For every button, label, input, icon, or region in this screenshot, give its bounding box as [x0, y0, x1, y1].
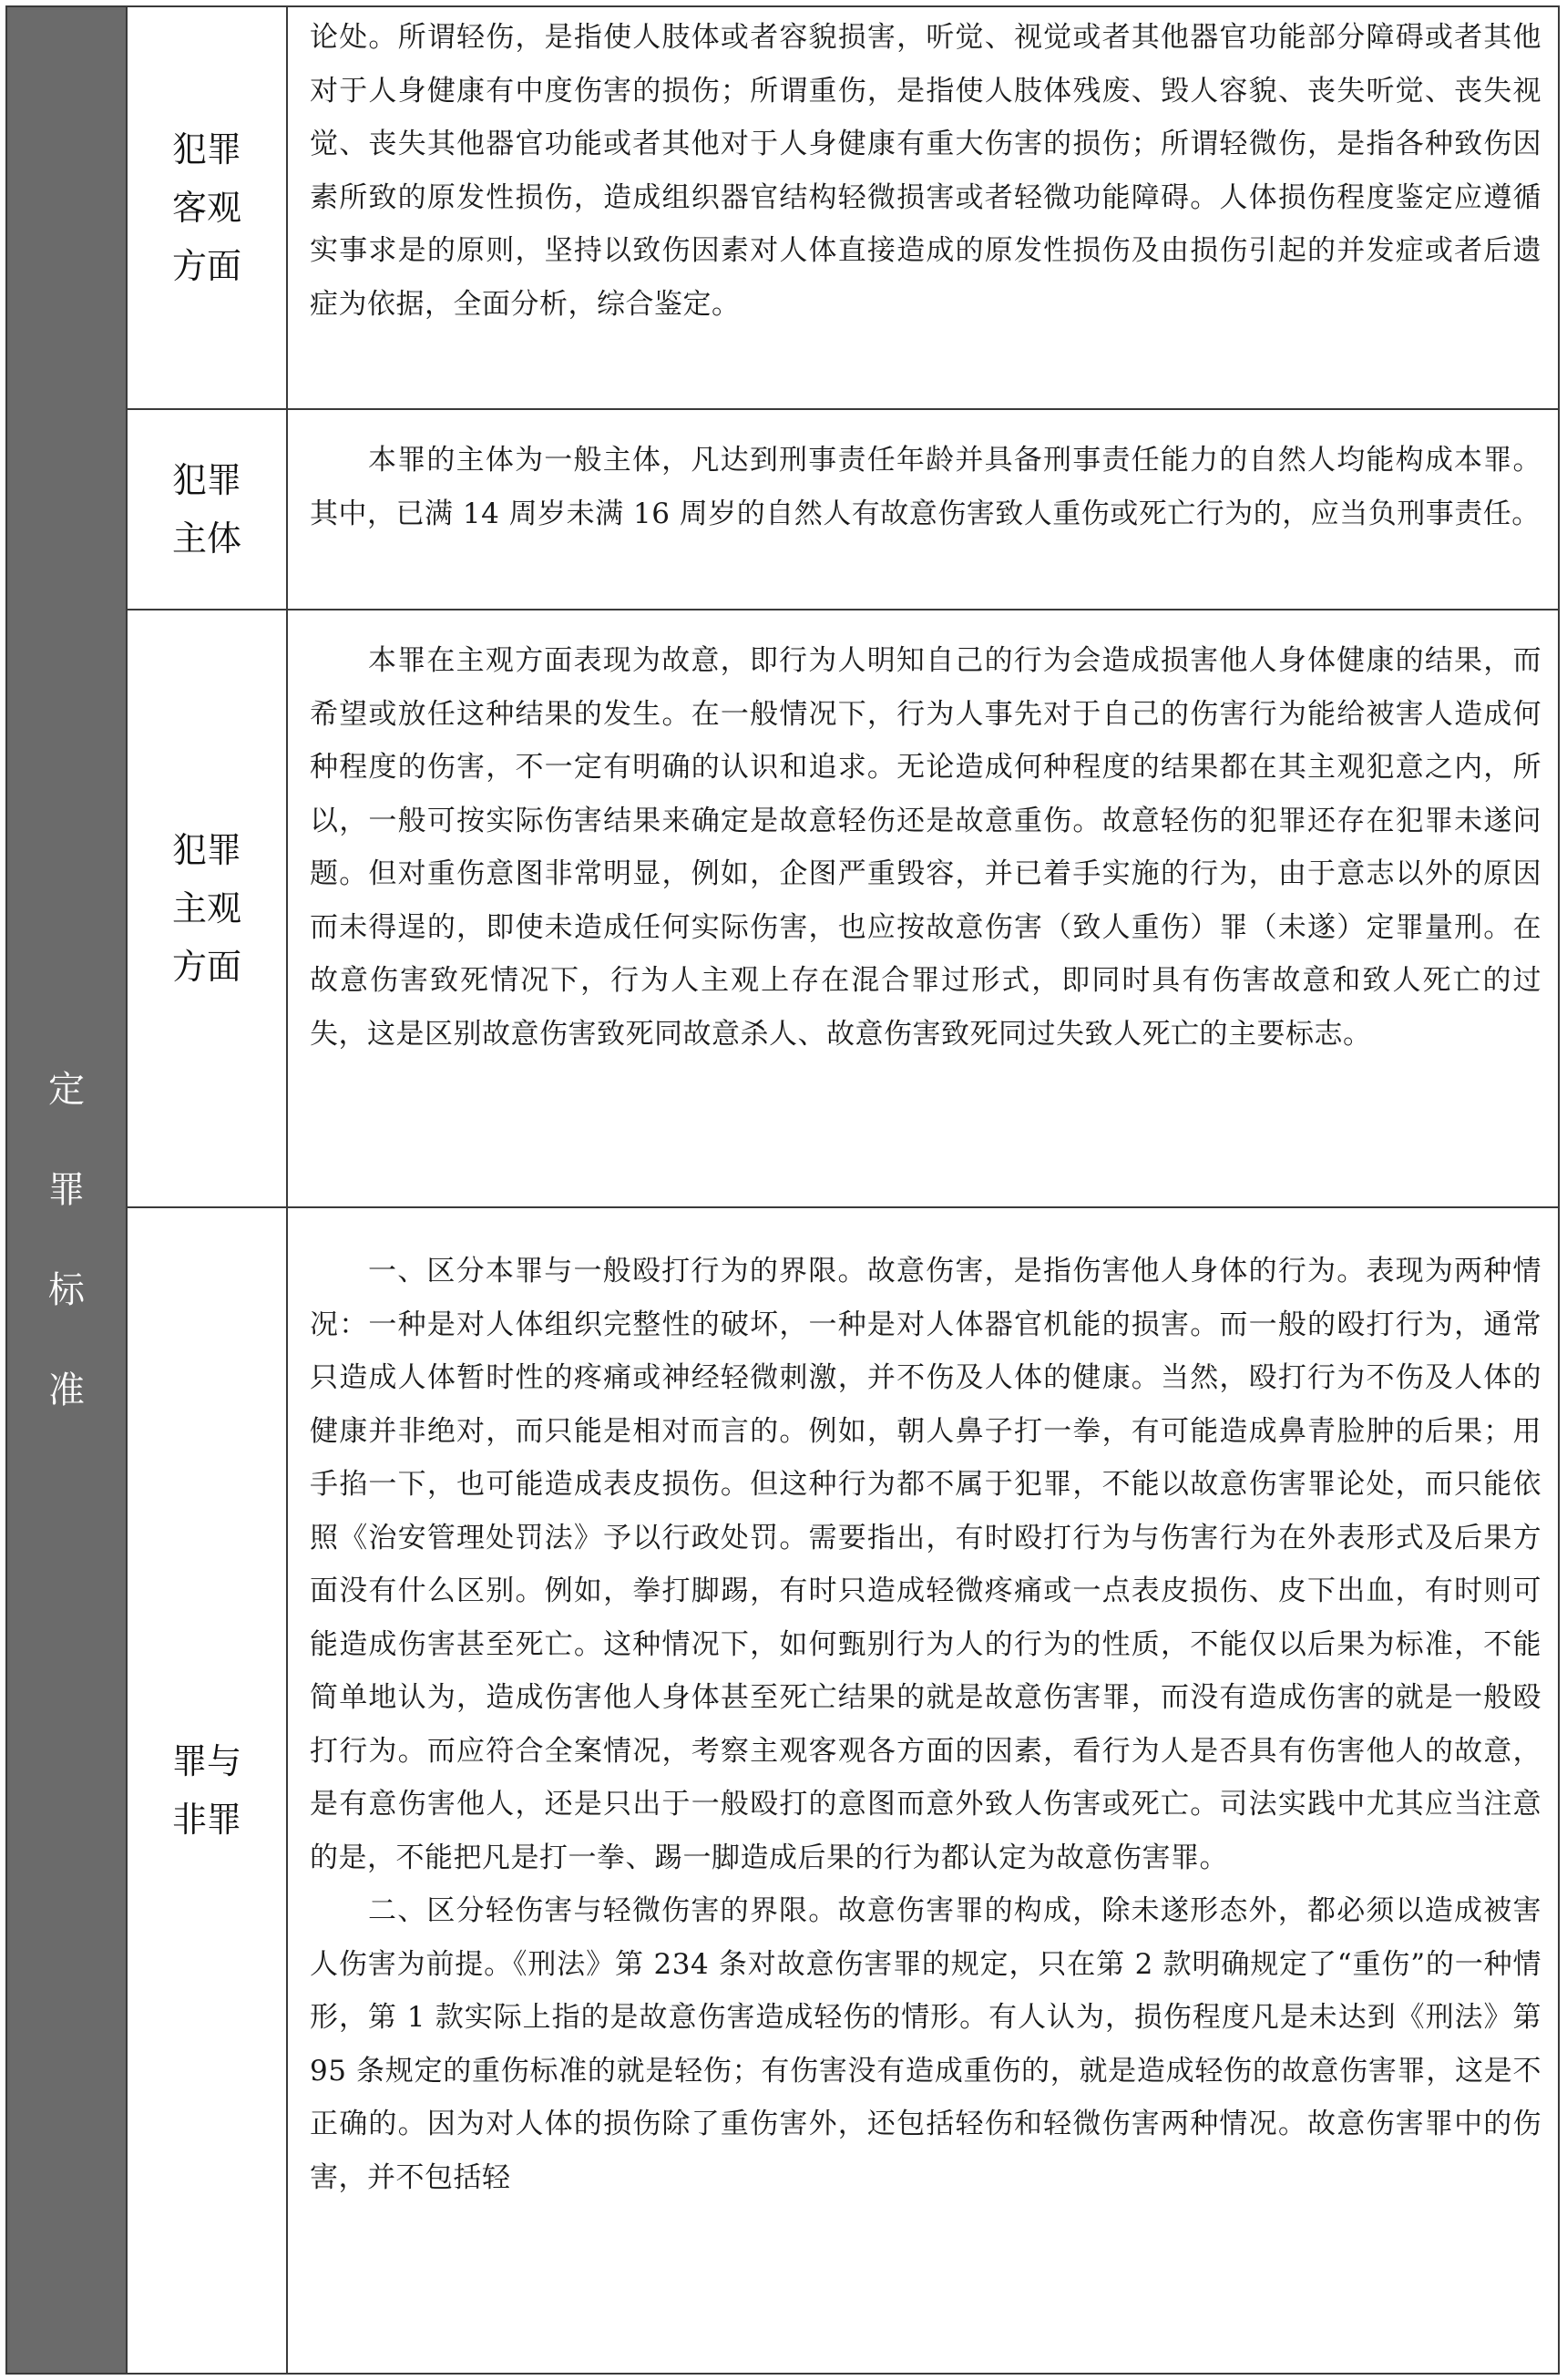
row-objective-aspect	[128, 7, 1558, 410]
row-content	[288, 1208, 1558, 2373]
side-category-label: 定罪标准	[48, 1069, 85, 1411]
row-content	[288, 7, 1558, 408]
row-heading: 犯罪主观方面	[171, 830, 241, 987]
row-heading: 罪与非罪	[171, 1741, 241, 1840]
row-crime-or-not	[128, 1208, 1558, 2373]
row-content	[288, 410, 1558, 609]
row-subject	[128, 410, 1558, 610]
row-heading: 犯罪主体	[171, 460, 241, 559]
criteria-rows	[128, 7, 1558, 2373]
row-content	[288, 610, 1558, 1206]
paragraph: 本罪在主观方面表现为故意，即行为人明知自己的行为会造成损害他人身体健康的结果，而希望或放任这种结果的发生。在一般情况下，行为人事先对于自己的伤害行为能给被害人造成何种程度的伤害，不一定有明确的认识和追求。无论造成何种程度的结果都在其主观犯意之内，所以，一般可按实际伤害结果来确定是故意轻伤还是故意重伤。故意轻伤的犯罪还存在犯罪未遂问题。但对重伤意图非常明显，例如，企图严重毁容，并已着手实施的行为，由于意志以外的原因而未得逞的，即使未造成任何实际伤害，也应按故意伤害（致人重伤）罪（未遂）定罪量刑。在故意伤害致死情况下，行为人主观上存在混合罪过形式，即同时具有伤害故意和致人死亡的过失，这是区别故意伤害致死同故意杀人、故意伤害致死同过失致人死亡的主要标志。	[310, 644, 1541, 1051]
row-heading-cell	[128, 610, 288, 1206]
paragraph: 本罪的主体为一般主体，凡达到刑事责任年龄并具备刑事责任能力的自然人均能构成本罪。其中，已满 14 周岁未满 16 周岁的自然人有故意伤害致人重伤或死亡行为的，应当负刑事责任。	[310, 444, 1541, 530]
row-subjective-aspect	[128, 610, 1558, 1208]
row-heading-cell	[128, 7, 288, 408]
row-heading: 犯罪客观方面	[171, 129, 241, 286]
paragraph: 一、区分本罪与一般殴打行为的界限。故意伤害，是指伤害他人身体的行为。表现为两种情况：一种是对人体组织完整性的破坏，一种是对人体器官机能的损害。而一般的殴打行为，通常只造成人体暂时性的疼痛或神经轻微刺激，并不伤及人体的健康。当然，殴打行为不伤及人体的健康并非绝对，而只能是相对而言的。例如，朝人鼻子打一拳，有可能造成鼻青脸肿的后果；用手掐一下，也可能造成表皮损伤。但这种行为都不属于犯罪，不能以故意伤害罪论处，而只能依照《治安管理处罚法》予以行政处罚。需要指出，有时殴打行为与伤害行为在外表形式及后果方面没有什么区别。例如，拳打脚踢，有时只造成轻微疼痛或一点表皮损伤、皮下出血，有时则可能造成伤害甚至死亡。这种情况下，如何甄别行为人的行为的性质，不能仅以后果为标准，不能简单地认为，造成伤害他人身体甚至死亡结果的就是故意伤害罪，而没有造成伤害的就是一般殴打行为。而应符合全案情况，考察主观客观各方面的因素，看行为人是否具有伤害他人的故意，是有意伤害他人，还是只出于一般殴打的意图而意外致人伤害或死亡。司法实践中尤其应当注意的是，不能把凡是打一拳、踢一脚造成后果的行为都认定为故意伤害罪。	[310, 1255, 1541, 1874]
row-heading-cell	[128, 410, 288, 609]
side-category-band	[7, 7, 128, 2373]
criteria-table	[5, 5, 1560, 2375]
paragraph: 论处。所谓轻伤，是指使人肢体或者容貌损害，听觉、视觉或者其他器官功能部分障碍或者其他对于人身健康有中度伤害的损伤；所谓重伤，是指使人肢体残废、毁人容貌、丧失听觉、丧失视觉、丧失其他器官功能或者其他对于人身健康有重大伤害的损伤；所谓轻微伤，是指各种致伤因素所致的原发性损伤，造成组织器官结构轻微损害或者轻微功能障碍。人体损伤程度鉴定应遵循实事求是的原则，坚持以致伤因素对人体直接造成的原发性损伤及由损伤引起的并发症或者后遗症为依据，全面分析，综合鉴定。	[310, 21, 1541, 321]
paragraph: 二、区分轻伤害与轻微伤害的界限。故意伤害罪的构成，除未遂形态外，都必须以造成被害人伤害为前提。《刑法》第 234 条对故意伤害罪的规定，只在第 2 款明确规定了“重伤”的一种情形，第 1 款实际上指的是故意伤害造成轻伤的情形。有人认为，损伤程度凡是未达到《刑法》第 95 条规定的重伤标准的就是轻伤；有伤害没有造成重伤的，就是造成轻伤的故意伤害罪，这是不正确的。因为对人体的损伤除了重伤害外，还包括轻伤和轻微伤害两种情况。故意伤害罪中的伤害，并不包括轻	[310, 1894, 1541, 2194]
row-heading-cell	[128, 1208, 288, 2373]
